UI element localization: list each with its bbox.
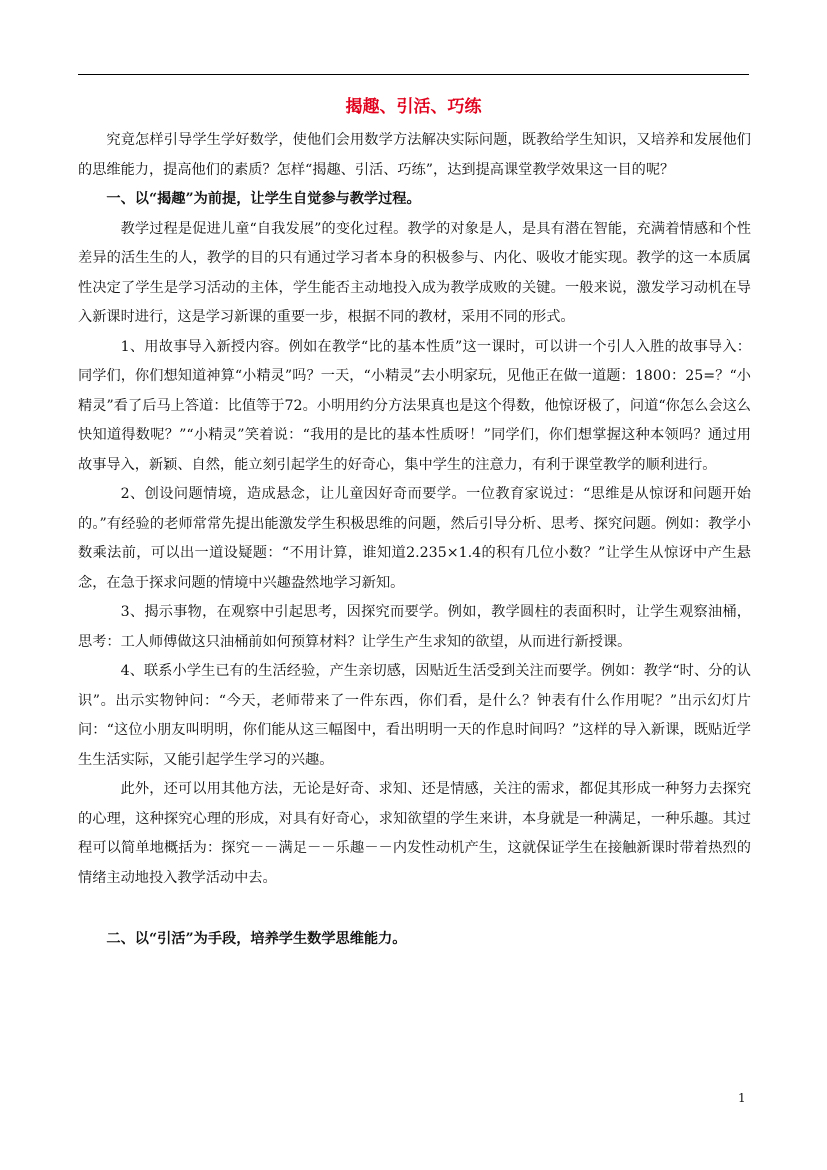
document-title: 揭趣、引活、巧练 xyxy=(345,97,482,117)
section-heading-2: 二、以“引活”为手段，培养学生数学思维能力。 xyxy=(106,931,407,947)
body-paragraph: 1、用故事导入新授内容。例如在教学“比的基本性质”这一课时，可以讲一个引人入胜的故事导入：同学们，你们想知道神算“小精灵”吗？一天，“小精灵”去小明家玩，见他正在做一道题：1800：25=？“小精灵”看了后马上答道：比值等于72。小明用约分方法果真也是这个得数，他惊讶极了，问道“你怎么会这么快知道得数呢？”“小精灵”笑着说：“我用的是比的基本性质呀！”同学们，你们想掌握这种本领吗？通过用故事导入，新颖、自然，能立刻引起学生的好奇心，集中学生的注意力，有利于课堂教学的顺利进行。 xyxy=(78,338,751,473)
intro-paragraph: 究竟怎样引导学生学好数学，使他们会用数学方法解决实际问题，既教给学生知识，又培养和发展他们的思维能力，提高他们的素质？怎样“揭趣、引活、巧练”，达到提高课堂教学效果这一目的呢？ xyxy=(78,132,751,178)
section-heading-1: 一、以“揭趣”为前提，让学生自觉参与教学过程。 xyxy=(106,191,421,207)
page-number: 1 xyxy=(738,1091,746,1105)
paragraph-gap xyxy=(78,893,751,925)
body-paragraph: 此外，还可以用其他方法，无论是好奇、求知、还是情感，关注的需求，都促其形成一种努力去探究的心理，这种探究心理的形成，对具有好奇心，求知欲望的学生来讲，本身就是一种满足，一种乐趣。其过程可以简单地概括为：探究－－满足－－乐趣－－内发性动机产生，这就保证学生在接触新课时带着热烈的情绪主动地投入教学活动中去。 xyxy=(78,781,751,886)
body-paragraph: 4、联系小学生已有的生活经验，产生亲切感，因贴近生活受到关注而要学。例如：教学“时、分的认识”。出示实物钟问：“今天，老师带来了一件东西，你们看，是什么？钟表有什么作用呢？”出示幻灯片问：“这位小朋友叫明明，你们能从这三幅图中，看出明明一天的作息时间吗？”这样的导入新课，既贴近学生生活实际，又能引起学生学习的兴趣。 xyxy=(78,663,751,768)
body-paragraph: 教学过程是促进儿童“自我发展”的变化过程。教学的对象是人，是具有潜在智能，充满着情感和个性差异的活生生的人，教学的目的只有通过学习者本身的积极参与、内化、吸收才能实现。教学的这一本质属性决定了学生是学习活动的主体，学生能否主动地投入成为教学成败的关键。一般来说，激发学习动机在导入新课时进行，这是学习新课的重要一步，根据不同的教材，采用不同的形式。 xyxy=(78,220,751,325)
document-body xyxy=(78,126,751,955)
body-paragraph: 3、揭示事物，在观察中引起思考，因探究而要学。例如，教学圆柱的表面积时，让学生观察油桶，思考：工人师傅做这只油桶前如何预算材料？让学生产生求知的欲望，从而进行新授课。 xyxy=(78,604,751,650)
header-rule xyxy=(78,74,749,75)
body-paragraph: 2、创设问题情境，造成悬念，让儿童因好奇而要学。一位教育家说过：“思维是从惊讶和问题开始的。”有经验的老师常常先提出能激发学生积极思维的问题，然后引导分析、思考、探究问题。例如：教学小数乘法前，可以出一道设疑题：“不用计算，谁知道2.235×1.4的积有几位小数？”让学生从惊讶中产生悬念，在急于探求问题的情境中兴趣盎然地学习新知。 xyxy=(78,486,751,591)
